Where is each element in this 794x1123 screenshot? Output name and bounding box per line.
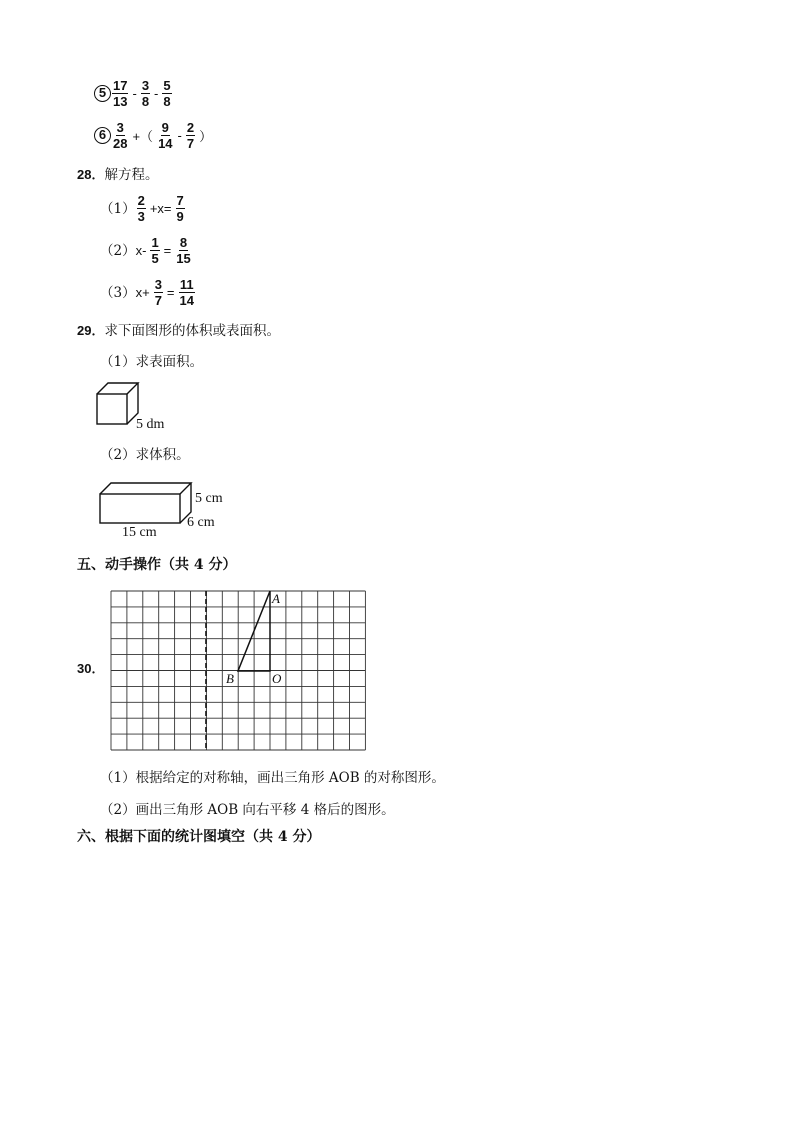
question-29-heading [77,322,280,340]
circled-number-6: 6 [94,127,111,144]
cuboid-length-label: 15 cm [122,525,157,540]
expression-6: 6 $\frac{3}{28}$ +（ $\frac{9}{14}$ - $\frac{2}{7}$ ） [94,120,215,151]
cuboid-front-face [100,494,180,523]
fraction: $\frac{3}{28}$ [113,120,128,151]
question-number: 28． [77,167,105,182]
fraction: $\frac{7}{9}$ [176,193,184,224]
fraction: $\frac{2}{3}$ [137,193,145,224]
question-28-heading [77,166,158,184]
grid-figure [108,588,368,752]
question-number-30: 30． [77,661,105,676]
question-title: 解方程。 [104,167,159,183]
cuboid-figure [96,478,236,540]
cuboid-top-face [100,483,191,494]
cube-figure [94,380,184,434]
cube-edge-label: 5 dm [136,417,165,432]
expression-5: 5 $\frac{17}{13}$ - $\frac{3}{8}$ - $\frac{5}{8}$ [94,78,173,109]
section-6-title: 六、根据下面的统计图填空（共 4 分） [77,829,321,845]
cuboid-height-label: 5 cm [195,491,223,506]
fraction: $\frac{3}{8}$ [141,78,150,109]
cube-top-face [97,383,138,394]
cube-front-face [97,394,127,424]
question-30-part-1: （1）根据给定的对称轴，画出三角形 AOB 的对称图形。 [100,770,445,786]
fraction: $\frac{2}{7}$ [186,120,195,151]
fraction: $\frac{8}{15}$ [176,235,191,266]
fraction: $\frac{3}{7}$ [154,277,162,308]
circled-number-5: 5 [94,85,111,102]
fraction: $\frac{1}{5}$ [151,235,159,266]
fraction: $\frac{5}{8}$ [163,78,171,109]
equation-2: （2） x- $\frac{1}{5}$ = $\frac{8}{15}$ [100,235,191,266]
question-30-part-2: （2）画出三角形 AOB 向右平移 4 格后的图形。 [100,802,395,818]
equation-1: （1） $\frac{2}{3}$ +x= $\frac{7}{9}$ [100,193,184,224]
fraction: $\frac{9}{14}$ [158,120,173,151]
question-29-part-1: （1）求表面积。 [100,354,204,370]
point-a-label: A [272,591,280,606]
point-o-label: O [272,671,282,686]
question-number: 29． [77,323,105,338]
question-title: 求下面图形的体积或表面积。 [104,323,280,339]
fraction: $\frac{17}{13}$ [113,78,128,109]
fraction: $\frac{11}{14}$ [179,277,194,308]
question-29-part-2: （2）求体积。 [100,447,190,463]
section-5-title: 五、动手操作（共 4 分） [77,557,237,573]
cuboid-depth-label: 6 cm [187,515,215,530]
point-b-label: B [226,671,234,686]
equation-3: （3） x+ $\frac{3}{7}$ = $\frac{11}{14}$ [100,277,194,308]
